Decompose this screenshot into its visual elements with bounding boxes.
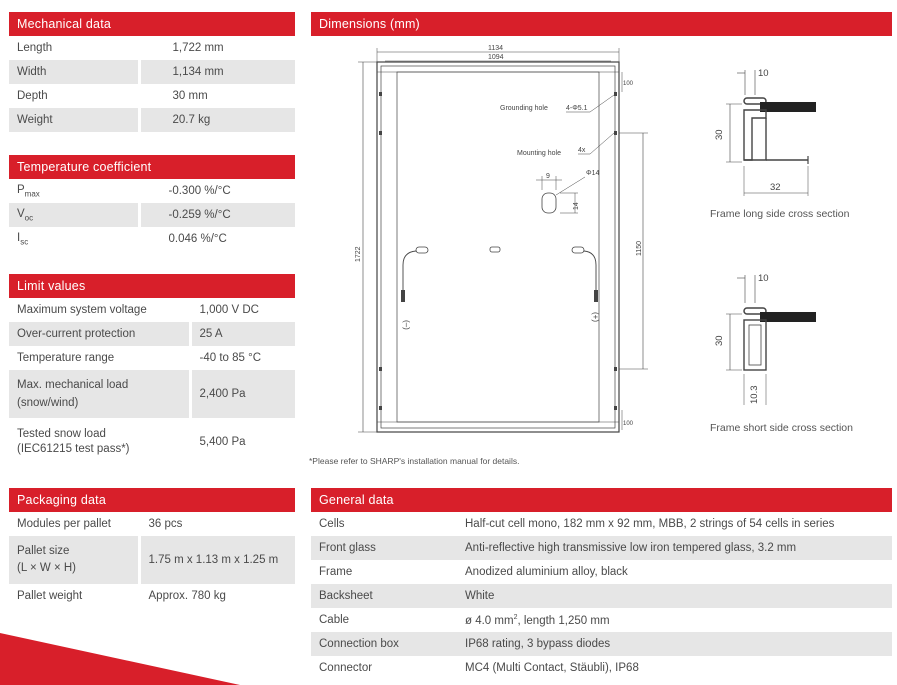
grounding-hole-spec: 4-Φ5.1 — [566, 105, 588, 112]
table-row: Connection box IP68 rating, 3 bypass diodes — [311, 632, 892, 656]
dimensions-footnote: *Please refer to SHARP's installation manual for details. — [309, 456, 520, 466]
frame-long-cross-section — [700, 60, 830, 200]
long-side-caption: Frame long side cross section — [710, 208, 850, 220]
packaging-section — [9, 488, 295, 608]
table-row: Cable ø 4.0 $mm^2$, length 1,250 mm — [319, 613, 610, 627]
table-row: Maximum system voltage 1,000 V DC — [9, 298, 295, 322]
limit-table — [9, 298, 295, 466]
width-inner-label: 1094 — [488, 54, 504, 61]
table-row: Cells Half-cut cell mono, 182 mm x 92 mm, MBB, 2 strings of 54 cells in series — [319, 518, 835, 530]
long-bottom-label: 32 — [770, 182, 781, 193]
general-table — [311, 512, 892, 680]
temperature-table — [9, 179, 295, 251]
module-dimension-drawing — [340, 40, 660, 440]
table-row: Backsheet White — [311, 584, 892, 608]
general-header: General data — [311, 488, 892, 512]
mount-spacing-label: 1150 — [636, 240, 643, 256]
dimensions-section — [311, 12, 892, 36]
width-outer-label: 1134 — [488, 45, 504, 52]
temperature-header: Temperature coefficient — [9, 155, 295, 179]
general-section — [311, 488, 892, 680]
grounding-hole-label: Grounding hole — [500, 105, 548, 112]
plus-terminal-label: (+) — [591, 312, 600, 322]
mechanical-header: Mechanical data — [9, 12, 295, 36]
edge-top-label: 100 — [623, 81, 634, 87]
mechanical-table — [9, 36, 295, 132]
red-corner-decoration — [0, 625, 240, 685]
minus-terminal-label: (–) — [402, 320, 411, 330]
table-row: Pallet weight Approx. 780 kg — [9, 584, 295, 608]
long-height-label: 30 — [714, 129, 725, 140]
table-row: Front glass Anti-reflective high transmissive low iron tempered glass, 3.2 mm — [311, 536, 892, 560]
table-row: Length 1,722 mm — [9, 36, 295, 60]
dimensions-header: Dimensions (mm) — [311, 12, 892, 36]
hole-height-label: 14 — [573, 202, 580, 210]
packaging-header: Packaging data — [9, 488, 295, 512]
table-row: Depth 30 mm — [9, 84, 295, 108]
mounting-hole-label: Mounting hole — [517, 150, 561, 157]
table-row: $V_{oc}$ -0.259 %/°C — [9, 203, 295, 227]
table-row: Pallet size (L × W × H) 1.75 m x 1.13 m x 1.25 m — [9, 536, 295, 584]
limit-header: Limit values — [9, 274, 295, 298]
table-row: Modules per pallet 36 pcs — [9, 512, 295, 536]
table-row: Width 1,134 mm — [9, 60, 295, 84]
mounting-hole-spec: 4x — [578, 147, 586, 154]
temperature-section — [9, 155, 295, 251]
short-side-caption: Frame short side cross section — [710, 422, 853, 434]
table-row: Weight 20.7 kg — [9, 108, 295, 132]
short-bottom-label: 10.3 — [749, 385, 760, 404]
table-row: $I_{sc}$ 0.046 %/°C — [9, 227, 295, 251]
table-row: Max. mechanical load (snow/wind) 2,400 Pa — [9, 370, 295, 418]
table-row: $P_{max}$ -0.300 %/°C — [9, 179, 295, 203]
height-label: 1722 — [355, 246, 362, 262]
long-top-label: 10 — [758, 68, 769, 79]
hole-width-label: 9 — [546, 173, 550, 180]
table-row: Over-current protection 25 A — [9, 322, 295, 346]
edge-bottom-label: 100 — [623, 421, 634, 427]
table-row: Frame Anodized aluminium alloy, black — [319, 566, 628, 578]
short-top-label: 10 — [758, 273, 769, 284]
hole-diameter-label: Φ14 — [586, 170, 600, 177]
frame-short-cross-section — [700, 270, 830, 410]
table-row: Tested snow load (IEC61215 test pass*) 5,400 Pa — [9, 418, 295, 466]
table-row: Temperature range -40 to 85 °C — [9, 346, 295, 370]
packaging-table — [9, 512, 295, 608]
mechanical-section — [9, 12, 295, 132]
limit-section — [9, 274, 295, 466]
short-height-label: 30 — [714, 335, 725, 346]
table-row: Connector MC4 (Multi Contact, Stäubli), IP68 — [319, 662, 639, 674]
